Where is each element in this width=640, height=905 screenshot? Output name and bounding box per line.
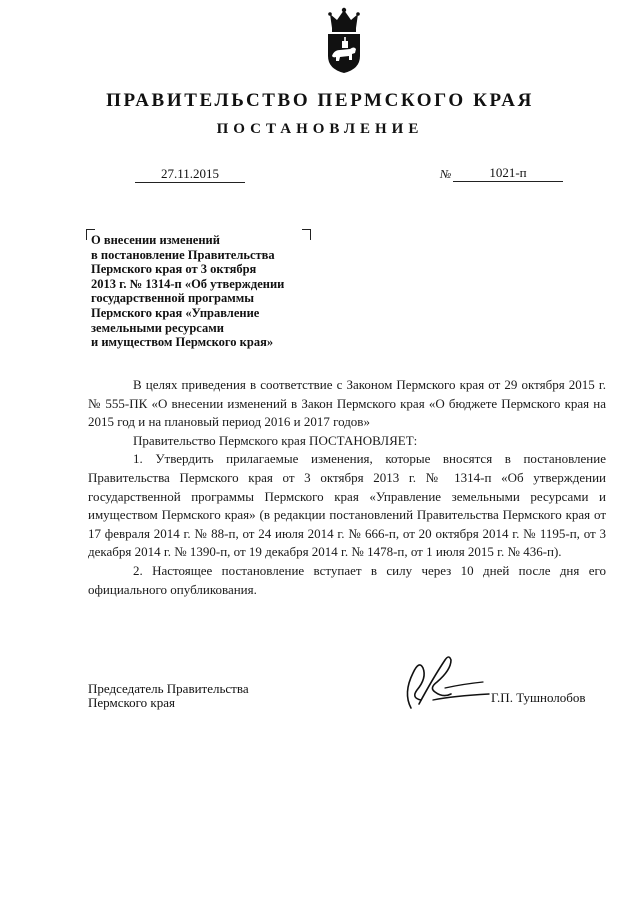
subject-line: Пермского края от 3 октября bbox=[91, 262, 257, 277]
subject-line: государственной программы bbox=[91, 291, 255, 306]
signer-position-line: Пермского края bbox=[88, 695, 175, 710]
subject-line: О внесении изменений bbox=[91, 233, 220, 247]
clause-1-paragraph: 1. Утвердить прилагаемые изменения, которые вносятся в постановление Правительства Пермского края от 3 октября 2013 г. № 1314-п «Об утверждении государственной программы Пермского края «Управление земельными ресурсами и имуществом Пермского края» (в редакции постановлений Правительства Пермского края от 17 февраля 2014 г. № 88-п, от 24 июля 2014 г. № 666-п, от 20 октября 2014 г. № 1195-п, от 3 декабря 2014 г. № 1390-п, от 19 декабря 2014 г. № 1478-п, от 1 июля 2015 г. № 436-п). bbox=[88, 451, 606, 560]
preamble-paragraph: В целях приведения в соответствие с Законом Пермского края от 29 октября 2015 г. № 555-ПК «О внесении изменений в Закон Пермского края «О бюджете Пермского края на 2015 год и на плановый период 2016 и 2017 годов» bbox=[88, 377, 606, 430]
document-type: ПОСТАНОВЛЕНИЕ bbox=[216, 121, 424, 137]
subject-line: Пермского края «Управление bbox=[91, 305, 260, 320]
body-text bbox=[88, 376, 606, 599]
handwritten-signature bbox=[393, 648, 493, 718]
document-date: 27.11.2015 bbox=[135, 165, 245, 183]
signer-position bbox=[88, 682, 249, 710]
subject-line: 2013 г. № 1314-п «Об утверждении bbox=[91, 276, 285, 291]
resolution-paragraph: Правительство Пермского края ПОСТАНОВЛЯЕТ: bbox=[133, 432, 418, 448]
subject-line: в постановление Правительства bbox=[91, 247, 275, 262]
clause-2-paragraph: 2. Настоящее постановление вступает в силу через 10 дней после дня его официального опубликования. bbox=[88, 562, 606, 597]
signer-position-line: Председатель Правительства bbox=[88, 681, 249, 696]
signer-name: Г.П. Тушнолобов bbox=[491, 690, 586, 705]
number-sign: № bbox=[440, 167, 452, 181]
document-number: 1021-п bbox=[453, 164, 563, 182]
subject-heading bbox=[91, 233, 331, 350]
government-title: ПРАВИТЕЛЬСТВО ПЕРМСКОГО КРАЯ bbox=[106, 90, 534, 111]
coat-of-arms-icon bbox=[322, 6, 366, 74]
subject-line: земельными ресурсами bbox=[91, 320, 224, 335]
subject-line: и имуществом Пермского края» bbox=[91, 335, 274, 350]
